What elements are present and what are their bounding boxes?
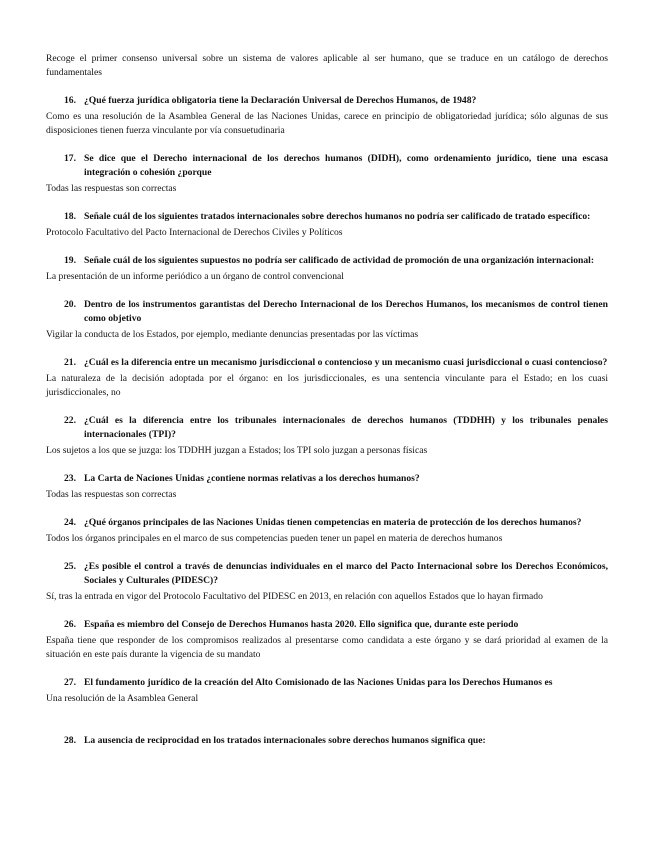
question-item [46, 516, 608, 546]
question-body: ¿Cuál es la diferencia entre un mecanismo jurisdiccional o contencioso y un mecanismo cuasi jurisdiccional o cuasi contencioso? [84, 357, 608, 368]
question-text [46, 472, 608, 486]
answer-text: España tiene que responder de los compromisos realizados al presentarse como candidata a este órgano y se dará prioridad al examen de la situación en este país durante la vigencia de su mandato [46, 635, 608, 660]
question-number: 16. [64, 95, 76, 106]
question-item [46, 356, 608, 400]
answer-text: Los sujetos a los que se juzga: los TDDHH juzgan a Estados; los TPI solo juzgan a personas físicas [46, 445, 428, 456]
question-text [46, 734, 608, 748]
question-body: El fundamento jurídico de la creación del Alto Comisionado de las Naciones Unidas para los Derechos Humanos es [84, 677, 553, 688]
question-text [46, 210, 608, 224]
question-item [46, 254, 608, 284]
question-body: ¿Cuál es la diferencia entre los tribunales internacionales de derechos humanos (TDDHH) y los tribunales penales internacionales (TPI)? [84, 415, 608, 440]
question-number: 18. [64, 211, 76, 222]
question-text [46, 298, 608, 326]
answer-text: Todas las respuestas son correctas [46, 489, 177, 500]
question-body: ¿Qué fuerza jurídica obligatoria tiene la Declaración Universal de Derechos Humanos, de 1948? [84, 95, 477, 106]
question-text [46, 152, 608, 180]
question-body: Se dice que el Derecho internacional de los derechos humanos (DIDH), como ordenamiento jurídico, tiene una escasa integración o cohesión ¿porque [84, 153, 608, 178]
question-body: Señale cuál de los siguientes tratados internacionales sobre derechos humanos no podría ser calificado de tratado específico: [84, 211, 591, 222]
question-text [46, 560, 608, 588]
question-item [46, 676, 608, 706]
question-number: 17. [64, 153, 76, 164]
question-text [46, 618, 608, 632]
question-body: ¿Es posible el control a través de denuncias individuales en el marco del Pacto Internacional sobre los Derechos Económicos, Sociales y Culturales (PIDESC)? [84, 561, 608, 586]
answer-text: Todas las respuestas son correctas [46, 183, 177, 194]
question-number: 20. [64, 299, 76, 310]
question-number: 27. [64, 677, 76, 688]
question-item [46, 94, 608, 138]
question-text [46, 414, 608, 442]
question-text [46, 356, 608, 370]
answer-text: La presentación de un informe periódico a un órgano de control convencional [46, 271, 344, 282]
question-number: 24. [64, 517, 76, 528]
question-item [46, 298, 608, 342]
question-body: La ausencia de reciprocidad en los tratados internacionales sobre derechos humanos significa que: [84, 735, 486, 746]
answer-text: Todos los órganos principales en el marco de sus competencias pueden tener un papel en materia de derechos humanos [46, 533, 503, 544]
question-body: Dentro de los instrumentos garantistas del Derecho Internacional de los Derechos Humanos, los mecanismos de control tienen como objetivo [84, 299, 608, 324]
question-number: 19. [64, 255, 76, 266]
answer-text: Sí, tras la entrada en vigor del Protocolo Facultativo del PIDESC en 2013, en relación con aquellos Estados que lo hayan firmado [46, 591, 543, 602]
question-item [46, 414, 608, 458]
question-number: 22. [64, 415, 76, 426]
question-number: 21. [64, 357, 76, 368]
answer-text: Protocolo Facultativo del Pacto Internacional de Derechos Civiles y Políticos [46, 227, 343, 238]
question-item [46, 472, 608, 502]
answer-text: Una resolución de la Asamblea General [46, 693, 199, 704]
question-item [46, 210, 608, 240]
question-item [46, 560, 608, 604]
answer-text: La naturaleza de la decisión adoptada por el órgano: en los jurisdiccionales, es una sentencia vinculante para el Estado; en los cuasi jurisdiccionales, no [46, 373, 608, 398]
question-item [46, 618, 608, 662]
intro-paragraph: Recoge el primer consenso universal sobre un sistema de valores aplicable al ser humano, que se traduce en un catálogo de derechos fundamentales [46, 53, 608, 78]
question-body: La Carta de Naciones Unidas ¿contiene normas relativas a los derechos humanos? [84, 473, 420, 484]
question-text [46, 676, 608, 690]
question-text [46, 94, 608, 108]
answer-text: Vigilar la conducta de los Estados, por ejemplo, mediante denuncias presentadas por las víctimas [46, 329, 419, 340]
question-item [46, 152, 608, 196]
question-list [46, 94, 608, 748]
question-item [46, 734, 608, 748]
question-body: España es miembro del Consejo de Derechos Humanos hasta 2020. Ello significa que, durante este periodo [84, 619, 519, 630]
answer-text: Como es una resolución de la Asamblea General de las Naciones Unidas, carece en principio de obligatoriedad jurídica; sólo algunas de sus disposiciones tienen fuerza vinculante por vía consuetudinaria [46, 111, 608, 136]
question-text [46, 516, 608, 530]
question-number: 26. [64, 619, 76, 630]
question-body: Señale cuál de los siguientes supuestos no podría ser calificado de actividad de promoción de una organización internacional: [84, 255, 595, 266]
question-text [46, 254, 608, 268]
question-number: 25. [64, 561, 76, 572]
question-number: 28. [64, 735, 76, 746]
question-body: ¿Qué órganos principales de las Naciones Unidas tienen competencias en materia de protección de los derechos humanos? [84, 517, 582, 528]
question-number: 23. [64, 473, 76, 484]
document-page [46, 52, 608, 750]
